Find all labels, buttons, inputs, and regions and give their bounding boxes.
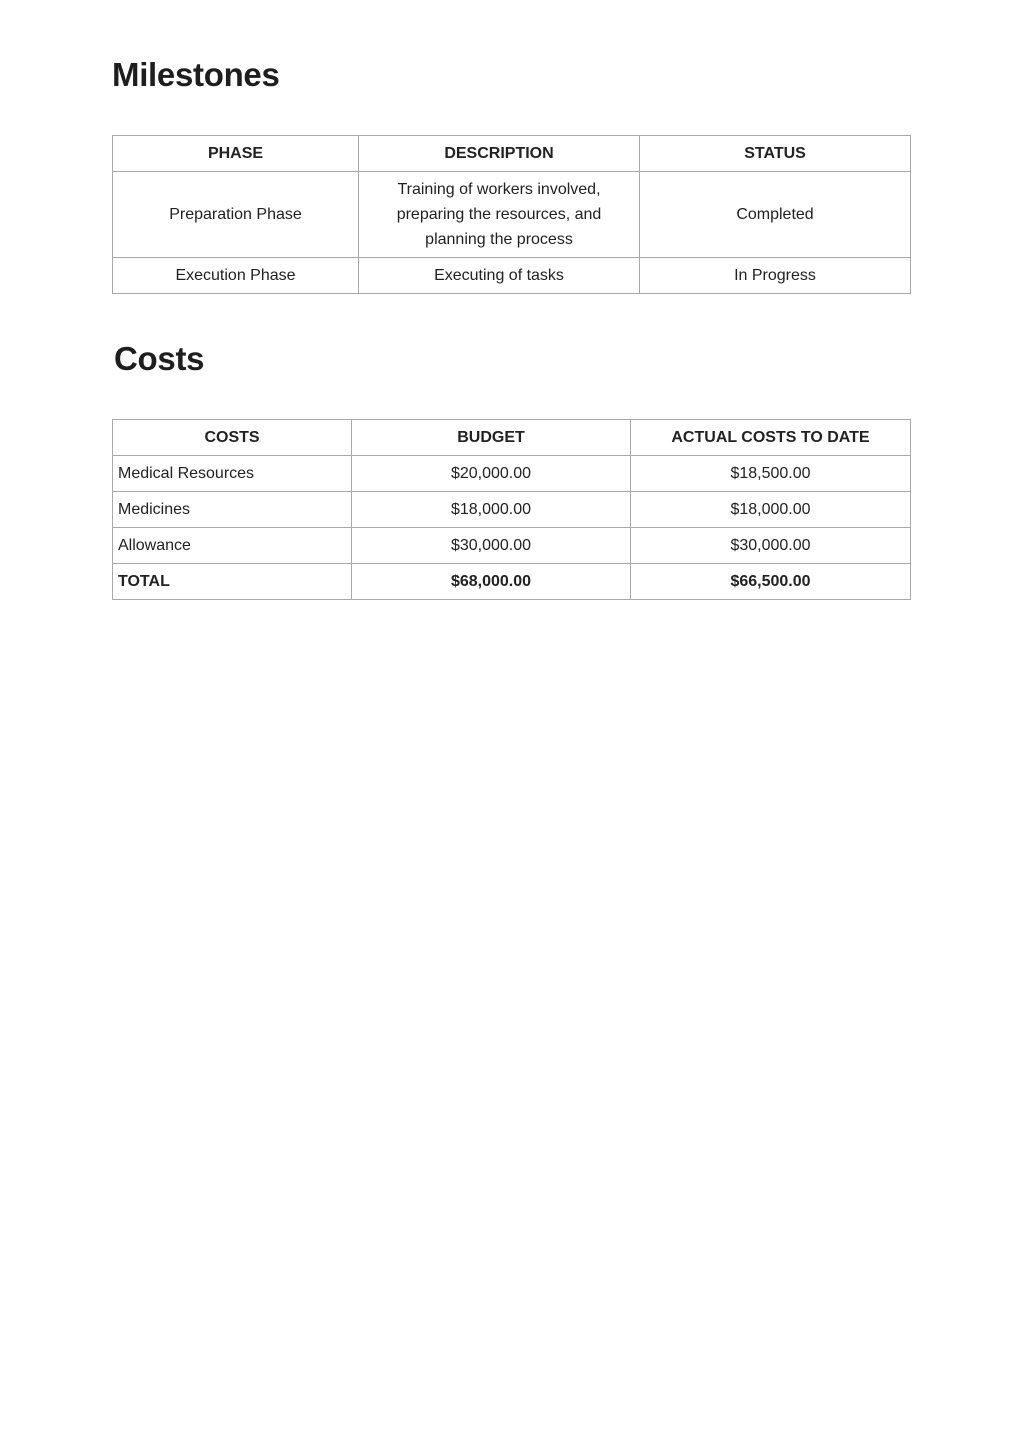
budget-cell: $20,000.00 <box>352 456 631 492</box>
phase-cell: Execution Phase <box>113 258 359 294</box>
table-row <box>113 492 911 528</box>
cost-item-cell: Medical Resources <box>113 456 352 492</box>
table-header-row <box>113 136 911 172</box>
actual-cost-cell: $18,500.00 <box>631 456 911 492</box>
total-budget-cell: $68,000.00 <box>352 564 631 600</box>
phase-cell: Preparation Phase <box>113 172 359 258</box>
costs-table <box>112 419 911 600</box>
table-row <box>113 172 911 258</box>
column-header-description: DESCRIPTION <box>359 136 640 172</box>
milestones-table <box>112 135 911 294</box>
column-header-status: STATUS <box>640 136 911 172</box>
status-cell: In Progress <box>640 258 911 294</box>
column-header-actual-costs: ACTUAL COSTS TO DATE <box>631 420 911 456</box>
table-row <box>113 456 911 492</box>
costs-heading: Costs <box>114 340 205 377</box>
actual-cost-cell: $18,000.00 <box>631 492 911 528</box>
column-header-costs: COSTS <box>113 420 352 456</box>
total-label-cell: TOTAL <box>113 564 352 600</box>
budget-cell: $30,000.00 <box>352 528 631 564</box>
milestones-heading: Milestones <box>112 56 280 93</box>
column-header-budget: BUDGET <box>352 420 631 456</box>
status-cell: Completed <box>640 172 911 258</box>
description-cell: Executing of tasks <box>359 258 640 294</box>
column-header-phase: PHASE <box>113 136 359 172</box>
cost-item-cell: Medicines <box>113 492 352 528</box>
cost-item-cell: Allowance <box>113 528 352 564</box>
table-row <box>113 528 911 564</box>
description-cell: Training of workers involved, preparing the resources, and planning the process <box>359 172 640 258</box>
total-row <box>113 564 911 600</box>
table-row <box>113 258 911 294</box>
budget-cell: $18,000.00 <box>352 492 631 528</box>
table-header-row <box>113 420 911 456</box>
actual-cost-cell: $30,000.00 <box>631 528 911 564</box>
total-actual-cost-cell: $66,500.00 <box>631 564 911 600</box>
